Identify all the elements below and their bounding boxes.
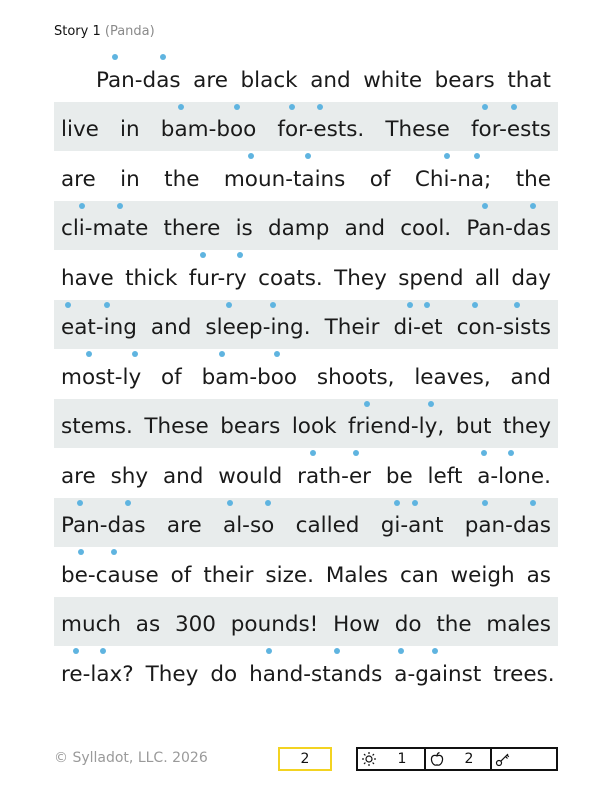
- level-cell-sun: [358, 749, 424, 769]
- word: spend: [398, 265, 464, 291]
- word: 300: [174, 612, 216, 637]
- word: left: [427, 463, 463, 489]
- syllable-dot: [65, 302, 71, 308]
- copyright-notice: © Sylladot, LLC. 2026: [54, 750, 208, 766]
- syllable-dot: [79, 203, 85, 209]
- word: called: [295, 513, 360, 538]
- syllable-dot: [112, 54, 118, 60]
- word: eat-ing: [61, 315, 137, 340]
- word: do: [210, 661, 238, 687]
- word: a-gainst: [394, 661, 482, 687]
- word: do: [394, 612, 422, 637]
- story-line-text: [61, 612, 551, 638]
- word: bears: [434, 67, 495, 93]
- syllable-dot: [432, 648, 438, 654]
- word: fur-ry: [188, 265, 247, 291]
- syllable-dot: [317, 104, 323, 110]
- level-value-sun: 1: [397, 751, 407, 767]
- syllable-dot: [508, 450, 514, 456]
- word: is: [235, 216, 253, 241]
- story-line-text: [61, 216, 551, 242]
- word: These: [144, 414, 209, 439]
- syllable-dot: [334, 648, 340, 654]
- word: but: [455, 414, 492, 439]
- story-line: [54, 349, 558, 399]
- syllable-dot: [226, 302, 232, 308]
- syllable-dot: [511, 104, 517, 110]
- syllable-dot: [394, 500, 400, 506]
- word: Pan-das: [61, 513, 146, 538]
- word: and: [150, 315, 192, 340]
- story-title: Story 1: [54, 24, 101, 39]
- word: Pan-das: [96, 67, 181, 93]
- level-indicator: [356, 747, 558, 771]
- word: and: [510, 364, 551, 390]
- syllable-dot: [234, 104, 240, 110]
- word: pounds!: [230, 612, 319, 637]
- word: there: [163, 216, 221, 241]
- word: are: [61, 463, 96, 489]
- word: they: [502, 414, 551, 439]
- word: Males: [325, 562, 389, 588]
- word: in: [120, 117, 140, 142]
- syllable-dot: [200, 252, 206, 258]
- syllable-dot: [265, 500, 271, 506]
- story-line: [54, 201, 558, 251]
- word: a-lone.: [477, 463, 551, 489]
- word: and: [310, 67, 351, 93]
- syllable-dot: [117, 203, 123, 209]
- word: as: [526, 562, 551, 588]
- word: most-ly: [61, 364, 142, 390]
- word: friend-ly,: [348, 414, 445, 439]
- word: and: [344, 216, 386, 241]
- story-line: [54, 448, 558, 498]
- word: of: [161, 364, 182, 390]
- story-line: [54, 250, 558, 300]
- syllable-dot: [73, 648, 79, 654]
- word: They: [334, 265, 387, 291]
- story-line: [54, 498, 558, 548]
- word: coats.: [258, 265, 323, 291]
- word: moun-tains: [223, 166, 346, 192]
- syllable-dot: [407, 302, 413, 308]
- word: the: [515, 166, 551, 192]
- word: re-lax?: [61, 661, 134, 687]
- story-line-text: [61, 414, 551, 440]
- syllable-dot: [444, 153, 450, 159]
- word: shy: [110, 463, 149, 489]
- word: for-ests: [470, 117, 551, 142]
- word: These: [385, 117, 450, 142]
- syllable-dot: [482, 203, 488, 209]
- word: are: [166, 513, 202, 538]
- word: males: [486, 612, 551, 637]
- level-cell-apple: [424, 749, 490, 769]
- word: con-sists: [456, 315, 551, 340]
- syllable-dot: [472, 302, 478, 308]
- story-line-text: [96, 68, 551, 94]
- word: size.: [265, 562, 314, 588]
- word: sleep-ing.: [205, 315, 311, 340]
- word: leaves,: [414, 364, 491, 390]
- word: be-cause: [61, 562, 159, 588]
- word: of: [170, 562, 192, 588]
- syllable-dot: [305, 153, 311, 159]
- word: in: [120, 166, 140, 192]
- story-header: [54, 24, 155, 39]
- story-line: [54, 52, 558, 102]
- word: black: [240, 67, 298, 93]
- syllable-dot: [132, 351, 138, 357]
- word: stems.: [61, 414, 133, 439]
- word: can: [399, 562, 439, 588]
- syllable-dot: [482, 104, 488, 110]
- syllable-dot: [178, 104, 184, 110]
- word: gi-ant: [380, 513, 444, 538]
- syllable-dot: [424, 302, 430, 308]
- syllable-dot: [111, 549, 117, 555]
- word: are: [193, 67, 228, 93]
- word: as: [135, 612, 161, 637]
- word: shoots,: [316, 364, 395, 390]
- word: bears: [220, 414, 281, 439]
- word: cli-mate: [61, 216, 149, 241]
- story-line-text: [61, 513, 551, 539]
- story-line-text: [61, 661, 555, 688]
- syllable-dot: [160, 54, 166, 60]
- word: trees.: [493, 661, 555, 687]
- word: be: [385, 463, 413, 489]
- story-line: [54, 547, 558, 597]
- word: How: [333, 612, 380, 637]
- word: white: [363, 67, 423, 93]
- word: all: [474, 265, 501, 291]
- apple-icon: [426, 751, 448, 767]
- syllable-dot: [289, 104, 295, 110]
- story-text: [54, 52, 558, 696]
- level-value-apple: 2: [464, 751, 474, 767]
- word: weigh: [450, 562, 515, 588]
- syllable-dot: [482, 500, 488, 506]
- word: bam-boo: [201, 364, 298, 390]
- word: the: [164, 166, 200, 192]
- story-line-text: [61, 315, 551, 341]
- syllable-dot: [310, 450, 316, 456]
- word: Pan-das: [466, 216, 551, 241]
- story-line-text: [61, 464, 551, 490]
- word: the: [436, 612, 472, 637]
- word: hand-stands: [249, 661, 383, 687]
- syllable-dot: [412, 500, 418, 506]
- syllable-dot: [248, 153, 254, 159]
- word: Their: [324, 315, 380, 340]
- word: and: [163, 463, 204, 489]
- syllable-dot: [125, 500, 131, 506]
- story-line-text: [61, 365, 551, 391]
- word: cool.: [400, 216, 452, 241]
- syllable-dot: [86, 351, 92, 357]
- story-line-text: [61, 167, 551, 193]
- word: Chi-na;: [414, 166, 492, 192]
- story-line-text: [61, 117, 551, 143]
- word: would: [218, 463, 283, 489]
- syllable-dot: [514, 302, 520, 308]
- story-line: [54, 646, 558, 696]
- level-cell-key: [490, 749, 556, 769]
- word: damp: [267, 216, 330, 241]
- story-line: [54, 300, 558, 350]
- word: their: [203, 562, 254, 588]
- story-line: [54, 597, 558, 647]
- syllable-dot: [353, 450, 359, 456]
- word: look: [291, 414, 337, 439]
- word: of: [369, 166, 391, 192]
- syllable-dot: [78, 549, 84, 555]
- story-line: [54, 399, 558, 449]
- key-icon: [492, 751, 514, 767]
- word: thick: [125, 265, 178, 291]
- word: that: [507, 67, 551, 93]
- word: di-et: [393, 315, 443, 340]
- syllable-dot: [398, 648, 404, 654]
- syllable-dot: [270, 302, 276, 308]
- word: for-ests.: [277, 117, 365, 142]
- syllable-dot: [219, 351, 225, 357]
- word: are: [61, 166, 96, 192]
- word: They: [145, 661, 199, 687]
- syllable-dot: [274, 351, 280, 357]
- syllable-dot: [481, 450, 487, 456]
- word: have: [61, 265, 114, 291]
- word: day: [511, 265, 551, 291]
- story-line: [54, 102, 558, 152]
- syllable-dot: [474, 153, 480, 159]
- syllable-dot: [266, 648, 272, 654]
- syllable-dot: [428, 401, 434, 407]
- syllable-dot: [237, 252, 243, 258]
- word: bam-boo: [160, 117, 257, 142]
- sun-icon: [358, 751, 380, 767]
- syllable-dot: [227, 500, 233, 506]
- story-subtitle: (Panda): [104, 24, 155, 39]
- story-line-text: [61, 266, 551, 292]
- word: live: [61, 117, 99, 142]
- syllable-dot: [104, 302, 110, 308]
- syllable-dot: [77, 500, 83, 506]
- story-line-text: [61, 563, 551, 589]
- word: pan-das: [464, 513, 551, 538]
- syllable-dot: [364, 401, 370, 407]
- syllable-dot: [100, 648, 106, 654]
- syllable-dot: [530, 203, 536, 209]
- syllable-dot: [530, 500, 536, 506]
- story-line: [54, 151, 558, 201]
- word: al-so: [223, 513, 275, 538]
- word: much: [61, 612, 122, 637]
- page-number: 2: [278, 747, 332, 771]
- word: rath-er: [297, 463, 372, 489]
